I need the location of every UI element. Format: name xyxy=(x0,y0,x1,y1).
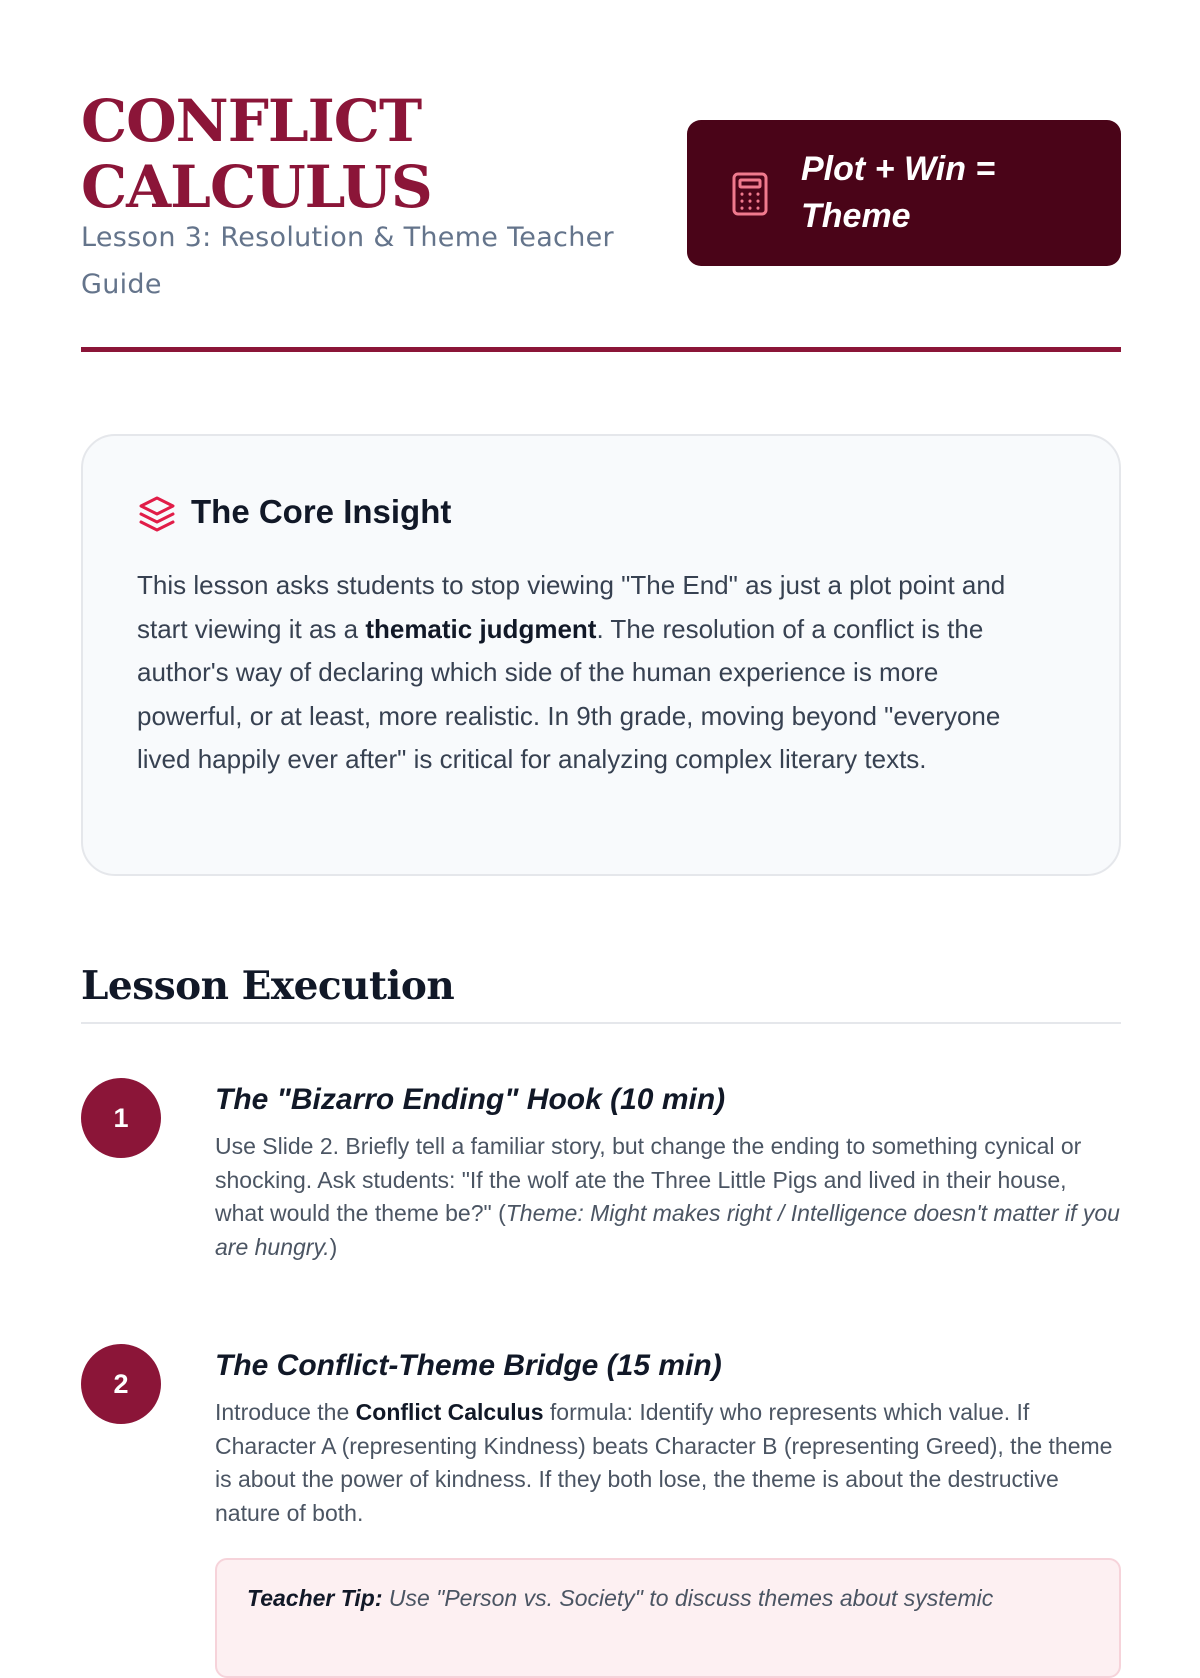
formula-badge xyxy=(687,120,1121,266)
calculator-icon xyxy=(731,172,769,216)
header-divider xyxy=(81,347,1121,352)
section-divider xyxy=(81,1022,1121,1024)
insight-text-2: . The resolution of a conflict is the author's way of declaring which side of the human experience is more powerful, or at least, more realistic. In 9th grade, moving beyond "everyone lived happily ever after" is critical for analyzing complex literary texts. xyxy=(137,613,1001,774)
step-title: The Conflict-Theme Bridge (15 min) xyxy=(215,1349,722,1382)
step-text: ) xyxy=(329,1233,338,1260)
step-number-badge: 2 xyxy=(81,1344,161,1424)
teacher-tip-content: Use "Person vs. Society" to discuss themes about systemic xyxy=(382,1585,994,1611)
step-description xyxy=(215,1130,1121,1264)
core-insight-card xyxy=(81,434,1121,876)
core-insight-title: The Core Insight xyxy=(191,493,452,530)
step-text: Introduce the xyxy=(215,1399,356,1425)
step-text: formula: Identify who represents which value. If Character A (representing Kindness) beats Character B (representing Greed), the theme is about the power of kindness. If they both lose, the theme is about the destructive nature of both. xyxy=(215,1399,1113,1526)
step-number-badge: 1 xyxy=(81,1078,161,1158)
teacher-tip-text xyxy=(247,1582,1097,1615)
lesson-execution-title: Lesson Execution xyxy=(81,963,455,1009)
formula-text: Plot + Win = Theme xyxy=(801,150,996,235)
core-insight-body xyxy=(137,564,1037,782)
step-description xyxy=(215,1396,1121,1530)
teacher-tip-box xyxy=(215,1558,1121,1678)
page-subtitle: Lesson 3: Resolution & Theme Teacher Guide xyxy=(81,222,614,300)
step-title: The "Bizarro Ending" Hook (10 min) xyxy=(215,1083,726,1116)
page-title: CONFLICT CALCULUS xyxy=(81,87,432,221)
insight-text-1: This lesson asks students to stop viewing "The End" as just a plot point and start viewing it as a xyxy=(137,570,1006,644)
page-header xyxy=(81,88,1121,350)
insight-emphasis: thematic judgment xyxy=(365,613,597,644)
layers-icon xyxy=(137,494,177,534)
step-text: Use Slide 2. Briefly tell a familiar story, but change the ending to something cynical or shocking. Ask students: "If the wolf ate the Three Little Pigs and lived in their house, what would the theme be?" ( xyxy=(215,1133,1082,1226)
step-text-bold: Conflict Calculus xyxy=(355,1399,544,1425)
teacher-tip-label: Teacher Tip: xyxy=(247,1585,383,1611)
step-text-italic: Theme: Might makes right / Intelligence doesn't matter if you are hungry. xyxy=(215,1200,1120,1260)
